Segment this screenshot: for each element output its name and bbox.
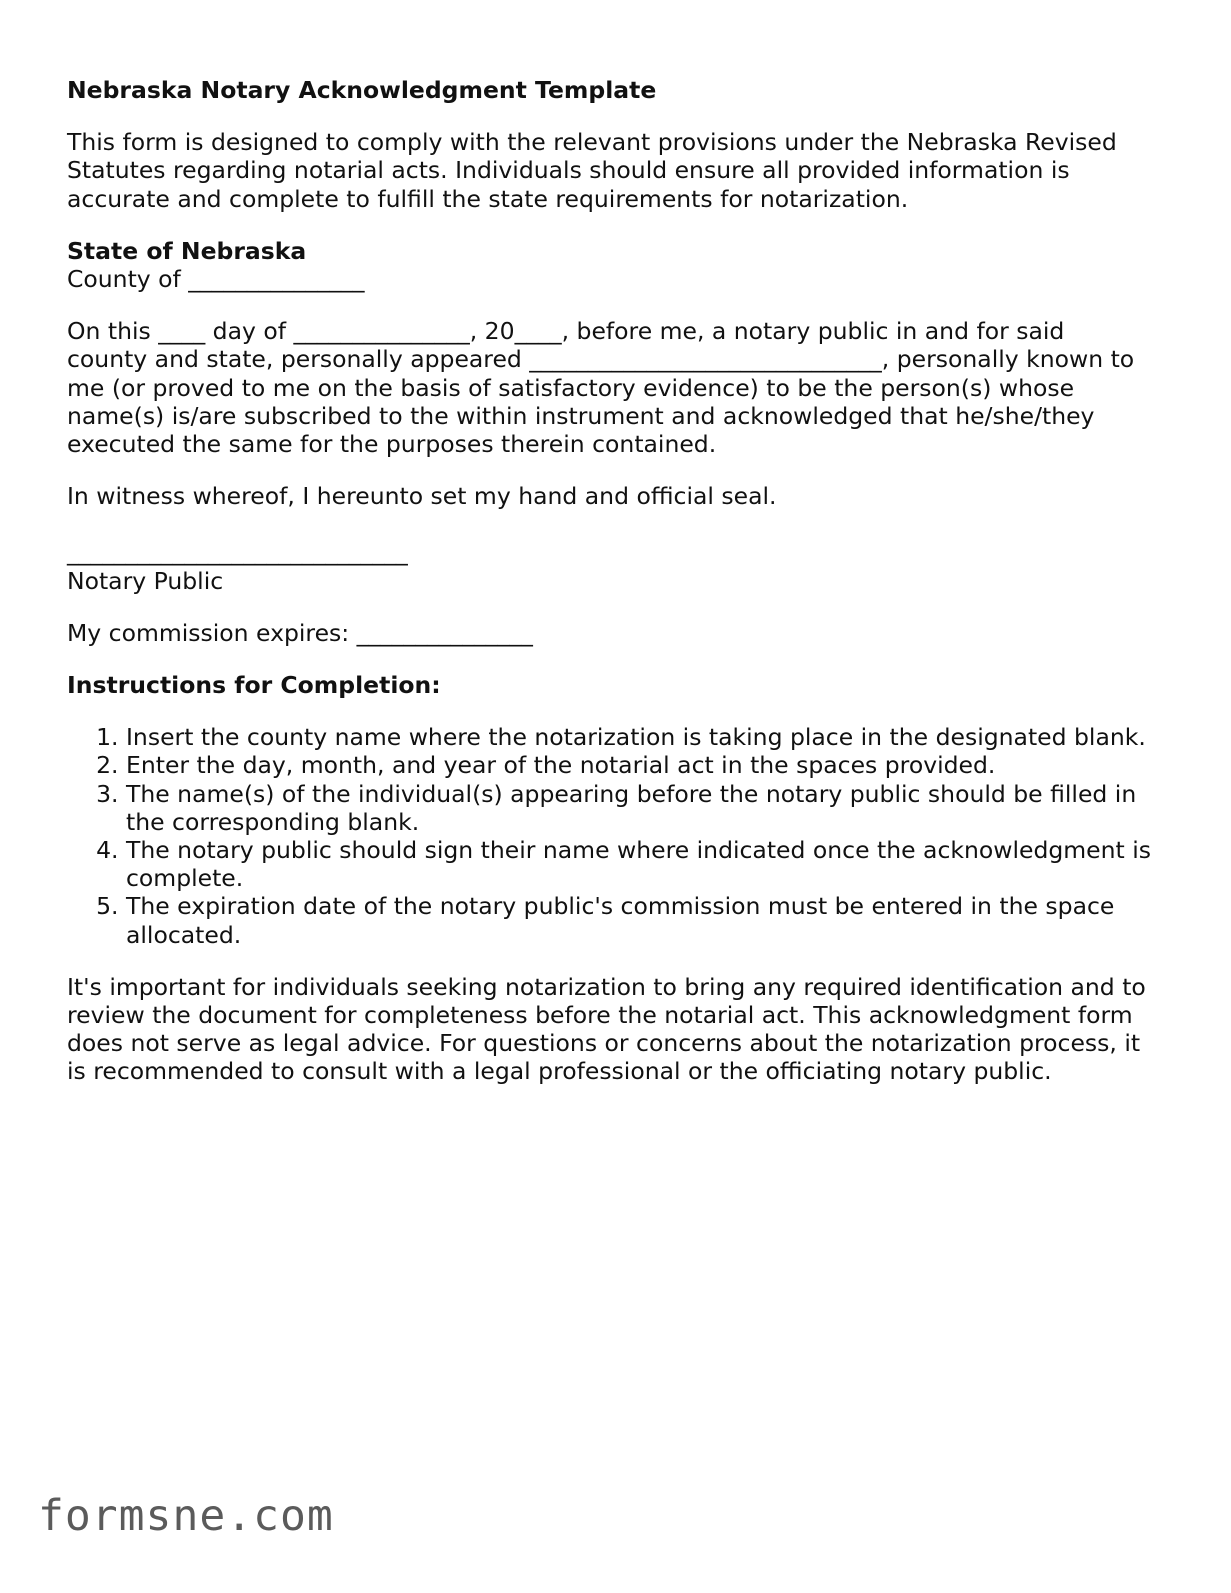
list-item: 3. The name(s) of the individual(s) appearing before the notary public should be filled in the corresponding blank. <box>126 780 1152 836</box>
site-watermark: formsne.com <box>38 1491 334 1541</box>
acknowledgment-paragraph: On this ____ day of _______________, 20____, before me, a notary public in and for said county and state, personally appeared ______________________________, personally known to me (or proved to me on the basis of satisfactory evidence) to be the person(s) whose name(s) is/are subscribed to the within instrument and acknowledged that he/she/they executed the same for the purposes therein contained. <box>67 317 1135 459</box>
intro-paragraph: This form is designed to comply with the relevant provisions under the Nebraska Revised Statutes regarding notarial acts. Individuals should ensure all provided information is accurate and complete to fulfill the state requirements for notarization. <box>67 128 1117 213</box>
signature-line: _____________________________ <box>67 538 408 567</box>
venue-block <box>67 237 1152 293</box>
list-item: 4. The notary public should sign their name where indicated once the acknowledgment is complete. <box>126 836 1152 892</box>
document-title: Nebraska Notary Acknowledgment Template <box>67 76 657 104</box>
county-line: County of _______________ <box>67 265 365 294</box>
signature-block <box>67 538 1152 594</box>
witness-statement: In witness whereof, I hereunto set my hand and official seal. <box>67 482 777 511</box>
notary-public-label: Notary Public <box>67 566 224 595</box>
commission-expiry-line: My commission expires: _______________ <box>67 618 533 647</box>
instructions-heading: Instructions for Completion: <box>67 671 441 700</box>
document-page <box>67 76 1152 1110</box>
list-item: 5. The expiration date of the notary public's commission must be entered in the space allocated. <box>126 892 1152 948</box>
closing-paragraph: It's important for individuals seeking notarization to bring any required identification and to review the document for completeness before the notarial act. This acknowledgment form does not serve as legal advice. For questions or concerns about the notarization process, it is recommended to consult with a legal professional or the officiating notary public. <box>67 972 1146 1086</box>
instructions-list <box>67 723 1152 949</box>
state-heading: State of Nebraska <box>67 236 307 265</box>
list-item: 1. Insert the county name where the notarization is taking place in the designated blank. <box>126 723 1152 751</box>
list-item: 2. Enter the day, month, and year of the notarial act in the spaces provided. <box>126 751 1152 779</box>
